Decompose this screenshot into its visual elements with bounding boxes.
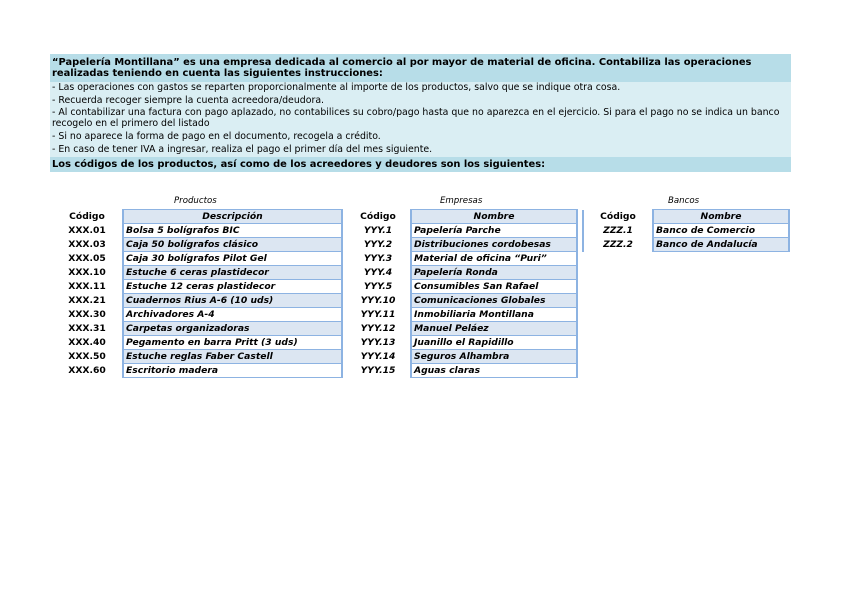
table-row (52, 280, 342, 294)
company-code: YYY.14 (360, 351, 396, 362)
product-desc: Carpetas organizadoras (123, 322, 342, 336)
table-row (346, 364, 577, 378)
table-row (52, 350, 342, 364)
product-desc: Escritorio madera (123, 364, 342, 378)
product-desc: Caja 50 bolígrafos clásico (123, 238, 342, 252)
company-name: Consumibles San Rafael (411, 280, 577, 294)
product-code: XXX.05 (68, 253, 106, 264)
table-row (52, 266, 342, 280)
table-row (346, 238, 577, 252)
product-desc: Estuche reglas Faber Castell (123, 350, 342, 364)
instruction-item: - En caso de tener IVA a ingresar, realiza el pago el primer día del mes siguiente. (52, 143, 433, 155)
product-code: XXX.31 (68, 323, 106, 334)
table-row (52, 238, 342, 252)
company-code: YYY.15 (360, 365, 396, 376)
product-desc: Bolsa 5 bolígrafos BIC (123, 224, 342, 238)
instruction-item: - Recuerda recoger siempre la cuenta acreedora/deudora. (52, 94, 325, 106)
company-name: Seguros Alhambra (411, 350, 577, 364)
bancos-code-header: Código (583, 210, 653, 224)
product-desc: Pegamento en barra Pritt (3 uds) (123, 336, 342, 350)
company-name: Material de oficina “Puri” (411, 252, 577, 266)
table-row (52, 336, 342, 350)
instruction-item: - Al contabilizar una factura con pago aplazado, no contabilices su cobro/pago hasta que no aparezca en el ejercicio. Si para el pago no se indica un banco recogelo en el primero del listado (52, 107, 780, 130)
product-desc: Archivadores A-4 (123, 308, 342, 322)
instruction-item: - Si no aparece la forma de pago en el documento, recogela a crédito. (52, 131, 381, 143)
productos-section-label: Productos (174, 196, 217, 206)
instructions-panel (50, 54, 791, 172)
table-row (52, 224, 342, 238)
table-header-row (346, 210, 577, 224)
table-row (346, 252, 577, 266)
product-code: XXX.30 (68, 309, 106, 320)
company-code: YYY.10 (360, 295, 396, 306)
bank-code: ZZZ.2 (583, 238, 653, 252)
bank-code: ZZZ.1 (583, 224, 653, 238)
table-row (52, 322, 342, 336)
bank-name: Banco de Andalucía (653, 238, 789, 252)
company-name: Aguas claras (411, 364, 577, 378)
table-row (583, 238, 789, 252)
table-row (346, 280, 577, 294)
table-row (52, 364, 342, 378)
company-name: Papelería Parche (411, 224, 577, 238)
table-header-row (583, 210, 789, 224)
product-code: XXX.60 (68, 365, 106, 376)
product-code: XXX.01 (68, 225, 106, 236)
codes-intro: Los códigos de los productos, así como de los acreedores y deudores son los siguientes: (50, 157, 791, 172)
company-code: YYY.4 (363, 267, 393, 278)
product-code: XXX.11 (68, 281, 106, 292)
instructions-title: “Papelería Montillana” es una empresa dedicada al comercio al por mayor de material de oficina. Contabiliza las operaciones realizadas teniendo en cuenta las siguientes instrucciones: (50, 54, 791, 82)
company-name: Distribuciones cordobesas (411, 238, 577, 252)
table-row (52, 308, 342, 322)
table-row (52, 252, 342, 266)
company-code: YYY.12 (360, 323, 396, 334)
bank-name: Banco de Comercio (653, 224, 789, 238)
table-row (346, 322, 577, 336)
bancos-section-label: Bancos (668, 196, 700, 206)
table-row (346, 308, 577, 322)
empresas-name-header: Nombre (411, 210, 577, 224)
product-desc: Caja 30 bolígrafos Pilot Gel (123, 252, 342, 266)
table-row (346, 224, 577, 238)
company-code: YYY.11 (360, 309, 396, 320)
bancos-table (582, 209, 790, 252)
table-row (583, 224, 789, 238)
empresas-code-header: Código (360, 211, 396, 222)
company-name: Manuel Peláez (411, 322, 577, 336)
productos-code-header: Código (69, 211, 105, 222)
empresas-table (346, 209, 578, 378)
company-code: YYY.2 (363, 239, 393, 250)
product-desc: Estuche 12 ceras plastidecor (123, 280, 342, 294)
company-name: Comunicaciones Globales (411, 294, 577, 308)
product-desc: Estuche 6 ceras plastidecor (123, 266, 342, 280)
product-code: XXX.50 (68, 351, 106, 362)
table-row (346, 266, 577, 280)
product-code: XXX.40 (68, 337, 106, 348)
company-name: Juanillo el Rapidillo (411, 336, 577, 350)
product-desc: Cuadernos Rius A-6 (10 uds) (123, 294, 342, 308)
company-code: YYY.5 (363, 281, 393, 292)
table-row (52, 294, 342, 308)
table-row (346, 294, 577, 308)
company-code: YYY.1 (363, 225, 393, 236)
product-code: XXX.10 (68, 267, 106, 278)
empresas-section-label: Empresas (440, 196, 483, 206)
company-code: YYY.3 (363, 253, 393, 264)
company-name: Papelería Ronda (411, 266, 577, 280)
company-code: YYY.13 (360, 337, 396, 348)
productos-desc-header: Descripción (123, 210, 342, 224)
table-row (346, 350, 577, 364)
product-code: XXX.21 (68, 295, 106, 306)
product-code: XXX.03 (68, 239, 106, 250)
company-name: Inmobiliaria Montillana (411, 308, 577, 322)
bancos-name-header: Nombre (653, 210, 789, 224)
table-row (346, 336, 577, 350)
instruction-item: - Las operaciones con gastos se reparten proporcionalmente al importe de los productos, salvo que se indique otra cosa. (52, 81, 621, 93)
table-header-row (52, 210, 342, 224)
productos-table (52, 209, 343, 378)
